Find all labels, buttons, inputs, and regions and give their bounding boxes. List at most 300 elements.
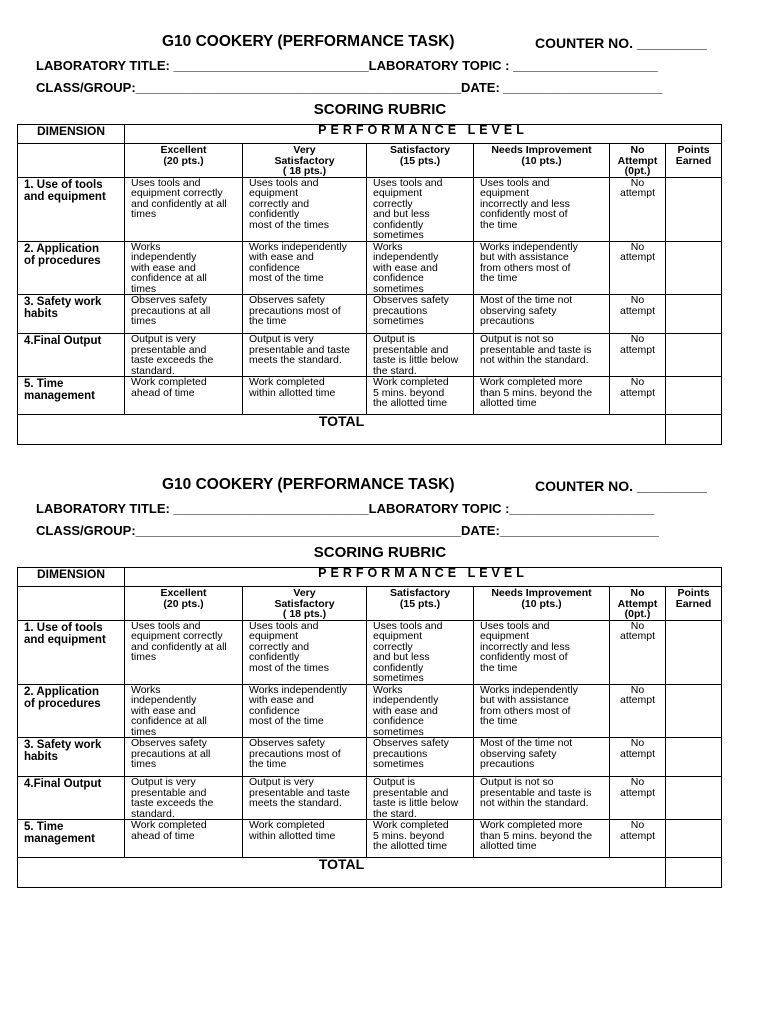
table-row bbox=[18, 620, 722, 684]
points-earned-cell[interactable] bbox=[666, 738, 722, 777]
cell-line: and equipment bbox=[24, 633, 106, 646]
cell-line: with ease and bbox=[373, 261, 438, 274]
cell-line: standard. bbox=[131, 807, 175, 820]
cell-line: Needs Improvement bbox=[491, 587, 592, 599]
cell-line: Work completed bbox=[249, 376, 325, 388]
cell-line: (10 pts.) bbox=[521, 597, 562, 610]
cell-line: Output is not so bbox=[480, 333, 554, 345]
cell-line: and confidently at all bbox=[131, 197, 227, 210]
cell-line: correctly and bbox=[249, 640, 310, 653]
column-header bbox=[474, 144, 610, 178]
cell-line: No bbox=[630, 333, 645, 345]
cell-line: confidently bbox=[249, 651, 300, 663]
cell-line: equipment correctly bbox=[131, 187, 223, 199]
no-attempt-cell bbox=[610, 738, 666, 777]
cell-line: with ease and bbox=[249, 251, 314, 263]
cell-line: with ease and bbox=[249, 694, 314, 706]
cell-line: taste is little below bbox=[373, 797, 459, 809]
rubric-cell bbox=[243, 620, 367, 684]
cell-line: Observes safety bbox=[131, 294, 207, 306]
rubric-cell bbox=[243, 177, 367, 241]
cell-line: within allotted time bbox=[249, 386, 336, 399]
total-row bbox=[18, 858, 722, 888]
dimension-label bbox=[18, 738, 125, 777]
total-label: TOTAL bbox=[18, 858, 666, 888]
cell-line: 4.Final Output bbox=[24, 778, 102, 790]
rubric-cell bbox=[367, 777, 474, 820]
cell-line: Work completed bbox=[249, 819, 325, 831]
cell-line: allotted time bbox=[480, 397, 537, 409]
cell-line: Work completed bbox=[373, 819, 449, 831]
no-attempt-cell bbox=[610, 777, 666, 820]
points-earned-cell[interactable] bbox=[666, 620, 722, 684]
cell-line: Excellent bbox=[160, 587, 207, 599]
points-earned-cell[interactable] bbox=[666, 241, 722, 295]
cell-line: the stard. bbox=[373, 364, 417, 377]
table-row bbox=[18, 820, 722, 858]
no-attempt-cell bbox=[610, 820, 666, 858]
rubric-cell bbox=[243, 777, 367, 820]
column-header bbox=[474, 587, 610, 621]
cell-line: Observes safety bbox=[131, 737, 207, 749]
no-attempt-cell bbox=[610, 684, 666, 738]
cell-line: attempt bbox=[619, 386, 656, 399]
cell-line: independently bbox=[373, 694, 439, 706]
cell-line: times bbox=[131, 315, 157, 327]
cell-line: confidently bbox=[373, 661, 424, 674]
dimension-label bbox=[18, 241, 125, 295]
class-group-date-line: CLASS/GROUP:_____________________________________________DATE:______________________ bbox=[36, 523, 659, 538]
cell-line: confidently most of bbox=[480, 651, 568, 663]
rubric-cell bbox=[367, 738, 474, 777]
cell-line: 4.Final Output bbox=[24, 335, 102, 347]
cell-line: correctly and bbox=[249, 197, 310, 210]
rubric-cell bbox=[125, 295, 243, 334]
cell-line: confidence bbox=[373, 715, 424, 727]
cell-line: No bbox=[630, 587, 645, 599]
cell-line: taste exceeds the bbox=[131, 797, 214, 809]
cell-line: confidence at all bbox=[131, 272, 207, 284]
cell-line: (0pt.) bbox=[624, 608, 651, 620]
cell-line: of procedures bbox=[24, 697, 101, 710]
dimension-label bbox=[18, 295, 125, 334]
cell-line: the time bbox=[249, 315, 287, 327]
cell-line: independently bbox=[373, 251, 439, 263]
cell-line: Satisfactory bbox=[274, 597, 335, 610]
rubric-cell bbox=[125, 177, 243, 241]
cell-line: No bbox=[630, 294, 645, 306]
points-earned-cell[interactable] bbox=[666, 177, 722, 241]
cell-line: 2. Application bbox=[24, 685, 99, 698]
cell-line: (10 pts.) bbox=[521, 154, 562, 167]
column-header bbox=[666, 587, 722, 621]
cell-line: ( 18 pts.) bbox=[282, 608, 327, 620]
cell-line: sometimes bbox=[373, 672, 424, 684]
cell-line: meets the standard. bbox=[249, 797, 342, 809]
cell-line: No bbox=[630, 737, 645, 749]
cell-line: than 5 mins. beyond the bbox=[480, 386, 593, 399]
cell-line: ahead of time bbox=[131, 829, 195, 842]
cell-line: standard. bbox=[131, 364, 175, 377]
cell-line: 1. Use of tools bbox=[24, 178, 103, 191]
cell-line: equipment bbox=[480, 630, 530, 642]
cell-line: presentable and taste is bbox=[480, 786, 592, 799]
cell-line: allotted time bbox=[480, 840, 537, 852]
cell-line: Output is very bbox=[131, 776, 196, 788]
cell-line: times bbox=[131, 651, 157, 663]
cell-line: (20 pts.) bbox=[163, 154, 204, 167]
class-group-date-line: CLASS/GROUP:_____________________________________________DATE: ______________________ bbox=[36, 80, 663, 95]
table-row bbox=[18, 177, 722, 241]
cell-line: Very bbox=[293, 144, 316, 156]
cell-line: taste is little below bbox=[373, 354, 459, 366]
rubric-cell bbox=[474, 377, 610, 415]
cell-line: Observes safety bbox=[373, 294, 449, 306]
cell-line: Points bbox=[677, 144, 710, 156]
cell-line: the allotted time bbox=[373, 397, 448, 409]
cell-line: Uses tools and bbox=[373, 620, 443, 632]
cell-line: Work completed bbox=[373, 376, 449, 388]
cell-line: presentable and taste is bbox=[480, 343, 592, 356]
rubric-cell bbox=[125, 684, 243, 738]
cell-line: incorrectly and less bbox=[480, 197, 570, 210]
cell-line: the time bbox=[480, 661, 518, 674]
cell-line: Output is not so bbox=[480, 776, 554, 788]
cell-line: equipment bbox=[480, 187, 530, 199]
cell-line: 5. Time bbox=[24, 378, 64, 390]
cell-line: Most of the time not bbox=[480, 737, 573, 749]
scoring-rubric-heading: SCORING RUBRIC bbox=[313, 544, 447, 561]
cell-line: precautions most of bbox=[249, 304, 341, 317]
cell-line: No bbox=[630, 144, 645, 156]
no-attempt-cell bbox=[610, 295, 666, 334]
cell-line: precautions most of bbox=[249, 747, 341, 760]
cell-line: Work completed more bbox=[480, 819, 583, 831]
cell-line: Very bbox=[293, 587, 316, 599]
rubric-cell bbox=[367, 177, 474, 241]
total-row bbox=[18, 415, 722, 445]
cell-line: ( 18 pts.) bbox=[282, 165, 327, 177]
cell-line: not within the standard. bbox=[480, 354, 589, 366]
rubric-table bbox=[17, 124, 722, 445]
table-row bbox=[18, 295, 722, 334]
cell-line: Uses tools and bbox=[131, 620, 201, 632]
cell-line: precautions bbox=[480, 758, 535, 770]
cell-line: Observes safety bbox=[249, 294, 325, 306]
cell-line: from others most of bbox=[480, 261, 571, 274]
cell-line: habits bbox=[24, 751, 58, 763]
cell-line: the time bbox=[480, 272, 518, 284]
points-earned-cell[interactable] bbox=[666, 820, 722, 858]
rubric-cell bbox=[243, 241, 367, 295]
performance-level-header: PERFORMANCE LEVEL bbox=[125, 568, 722, 587]
cell-line: Excellent bbox=[160, 144, 207, 156]
cell-line: Observes safety bbox=[373, 737, 449, 749]
cell-line: confidently most of bbox=[480, 208, 568, 220]
cell-line: sometimes bbox=[373, 725, 424, 738]
no-attempt-cell bbox=[610, 334, 666, 377]
laboratory-title-topic-line: LABORATORY TITLE: ___________________________LABORATORY TOPIC :____________________ bbox=[36, 501, 655, 516]
cell-line: No bbox=[630, 376, 645, 388]
rubric-cell bbox=[125, 738, 243, 777]
cell-line: management bbox=[24, 390, 95, 402]
cell-line: Uses tools and bbox=[131, 177, 201, 189]
cell-line: the time bbox=[480, 715, 518, 727]
table-row bbox=[18, 241, 722, 295]
rubric-cell bbox=[367, 620, 474, 684]
rubric-table bbox=[17, 567, 722, 888]
table-row bbox=[18, 377, 722, 415]
cell-line: precautions bbox=[373, 747, 428, 760]
cell-line: presentable and taste bbox=[249, 786, 350, 799]
cell-line: Needs Improvement bbox=[491, 144, 592, 156]
cell-line: 1. Use of tools bbox=[24, 621, 103, 634]
cell-line: Output is very bbox=[131, 333, 196, 345]
cell-line: not within the standard. bbox=[480, 797, 589, 809]
cell-line: Uses tools and bbox=[480, 177, 550, 189]
cell-line: confidence bbox=[249, 704, 300, 717]
cell-line: independently bbox=[131, 694, 197, 706]
scoring-rubric-heading: SCORING RUBRIC bbox=[313, 101, 447, 118]
cell-line: Attempt bbox=[617, 597, 658, 610]
column-header bbox=[610, 587, 666, 621]
cell-line: Most of the time not bbox=[480, 294, 573, 306]
cell-line: 2. Application bbox=[24, 242, 99, 255]
cell-line: Works bbox=[131, 241, 161, 253]
cell-line: Works bbox=[373, 684, 403, 696]
cell-line: 5 mins. beyond bbox=[373, 386, 445, 399]
cell-line: (15 pts.) bbox=[399, 597, 441, 610]
cell-line: equipment bbox=[249, 630, 299, 642]
cell-line: Work completed bbox=[131, 376, 207, 388]
dimension-spacer-cell bbox=[18, 587, 125, 621]
cell-line: Works independently bbox=[249, 241, 347, 253]
cell-line: precautions bbox=[373, 304, 428, 317]
no-attempt-cell bbox=[610, 377, 666, 415]
cell-line: but with assistance bbox=[480, 694, 569, 706]
cell-line: within allotted time bbox=[249, 829, 336, 842]
dimension-header: DIMENSION bbox=[18, 125, 125, 144]
cell-line: presentable and bbox=[373, 786, 449, 799]
rubric-cell bbox=[243, 738, 367, 777]
cell-line: Works independently bbox=[249, 684, 347, 696]
cell-line: confidence bbox=[249, 261, 300, 274]
cell-line: precautions at all bbox=[131, 747, 211, 760]
cell-line: precautions at all bbox=[131, 304, 211, 317]
points-earned-cell[interactable] bbox=[666, 684, 722, 738]
cell-line: equipment bbox=[373, 187, 423, 199]
cell-line: taste exceeds the bbox=[131, 354, 214, 366]
rubric-cell bbox=[125, 620, 243, 684]
cell-line: No bbox=[630, 684, 645, 696]
cell-line: attempt bbox=[619, 343, 656, 356]
cell-line: times bbox=[131, 758, 157, 770]
rubric-cell bbox=[474, 334, 610, 377]
no-attempt-cell bbox=[610, 177, 666, 241]
cell-line: equipment correctly bbox=[131, 630, 223, 642]
cell-line: sometimes bbox=[373, 229, 424, 241]
cell-line: attempt bbox=[619, 829, 656, 842]
rubric-cell bbox=[243, 684, 367, 738]
performance-level-header: PERFORMANCE LEVEL bbox=[125, 125, 722, 144]
column-header bbox=[666, 144, 722, 178]
cell-line: attempt bbox=[619, 187, 656, 199]
cell-line: Points bbox=[677, 587, 710, 599]
cell-line: attempt bbox=[619, 694, 656, 706]
cell-line: confidently bbox=[373, 218, 424, 231]
rubric-cell bbox=[474, 177, 610, 241]
cell-line: most of the times bbox=[249, 218, 329, 231]
cell-line: correctly bbox=[373, 640, 413, 653]
rubric-cell bbox=[367, 377, 474, 415]
cell-line: Work completed bbox=[131, 819, 207, 831]
total-label: TOTAL bbox=[18, 415, 666, 445]
rubric-cell bbox=[243, 295, 367, 334]
cell-line: ahead of time bbox=[131, 386, 195, 399]
table-row bbox=[18, 684, 722, 738]
no-attempt-cell bbox=[610, 241, 666, 295]
cell-line: management bbox=[24, 833, 95, 845]
rubric-cell bbox=[367, 334, 474, 377]
column-header bbox=[610, 144, 666, 178]
table-row bbox=[18, 334, 722, 377]
cell-line: equipment bbox=[249, 187, 299, 199]
cell-line: most of the times bbox=[249, 661, 329, 674]
cell-line: with ease and bbox=[373, 704, 438, 717]
rubric-cell bbox=[474, 777, 610, 820]
cell-line: 3. Safety work bbox=[24, 739, 102, 751]
cell-line: attempt bbox=[619, 747, 656, 760]
cell-line: Uses tools and bbox=[373, 177, 443, 189]
counter-number-field: COUNTER NO. _________ bbox=[535, 35, 707, 51]
cell-line: confidence bbox=[373, 272, 424, 284]
cell-line: 5 mins. beyond bbox=[373, 829, 445, 842]
cell-line: and but less bbox=[373, 208, 430, 220]
rubric-cell bbox=[474, 738, 610, 777]
cell-line: No bbox=[630, 620, 645, 632]
rubric-cell bbox=[125, 820, 243, 858]
cell-line: attempt bbox=[619, 304, 656, 317]
cell-line: independently bbox=[131, 251, 197, 263]
rubric-cell bbox=[474, 295, 610, 334]
cell-line: Output is very bbox=[249, 776, 314, 788]
cell-line: observing safety bbox=[480, 304, 557, 317]
rubric-cell bbox=[125, 241, 243, 295]
cell-line: Attempt bbox=[617, 154, 658, 167]
cell-line: Works independently bbox=[480, 684, 578, 696]
cell-line: with ease and bbox=[131, 704, 196, 717]
rubric-cell bbox=[243, 820, 367, 858]
counter-number-field: COUNTER NO. _________ bbox=[535, 478, 707, 494]
points-earned-cell[interactable] bbox=[666, 295, 722, 334]
dimension-label bbox=[18, 820, 125, 858]
cell-line: correctly bbox=[373, 197, 413, 210]
cell-line: observing safety bbox=[480, 747, 557, 760]
cell-line: Uses tools and bbox=[480, 620, 550, 632]
rubric-cell bbox=[125, 377, 243, 415]
cell-line: Uses tools and bbox=[249, 177, 319, 189]
cell-line: the stard. bbox=[373, 807, 417, 820]
cell-line: precautions bbox=[480, 315, 535, 327]
cell-line: Satisfactory bbox=[389, 144, 451, 156]
points-earned-cell[interactable] bbox=[666, 334, 722, 377]
cell-line: Work completed more bbox=[480, 376, 583, 388]
form-title: G10 COOKERY (PERFORMANCE TASK) bbox=[162, 476, 455, 493]
table-row bbox=[18, 777, 722, 820]
rubric-cell bbox=[367, 684, 474, 738]
cell-line: (0pt.) bbox=[624, 165, 651, 177]
cell-line: 3. Safety work bbox=[24, 296, 102, 308]
table-top-header-row bbox=[18, 125, 722, 144]
cell-line: the time bbox=[249, 758, 287, 770]
rubric-cell bbox=[367, 820, 474, 858]
cell-line: attempt bbox=[619, 630, 656, 642]
cell-line: attempt bbox=[619, 786, 656, 799]
cell-line: sometimes bbox=[373, 758, 424, 770]
cell-line: Observes safety bbox=[249, 737, 325, 749]
cell-line: confidence at all bbox=[131, 715, 207, 727]
dimension-label bbox=[18, 777, 125, 820]
cell-line: Satisfactory bbox=[389, 587, 451, 599]
column-header bbox=[367, 587, 474, 621]
cell-line: most of the time bbox=[249, 272, 324, 284]
dimension-spacer-cell bbox=[18, 144, 125, 178]
cell-line: No bbox=[630, 241, 645, 253]
rubric-cell bbox=[474, 684, 610, 738]
cell-line: No bbox=[630, 776, 645, 788]
cell-line: and confidently at all bbox=[131, 640, 227, 653]
dimension-label bbox=[18, 684, 125, 738]
dimension-label bbox=[18, 377, 125, 415]
cell-line: Earned bbox=[675, 597, 712, 610]
table-row bbox=[18, 738, 722, 777]
dimension-header: DIMENSION bbox=[18, 568, 125, 587]
cell-line: (20 pts.) bbox=[163, 597, 204, 610]
cell-line: Uses tools and bbox=[249, 620, 319, 632]
points-earned-cell[interactable] bbox=[666, 377, 722, 415]
level-header-row bbox=[18, 144, 722, 178]
rubric-cell bbox=[367, 241, 474, 295]
cell-line: Output is very bbox=[249, 333, 314, 345]
total-points-cell[interactable] bbox=[666, 415, 722, 445]
form-title: G10 COOKERY (PERFORMANCE TASK) bbox=[162, 33, 455, 50]
rubric-cell bbox=[474, 820, 610, 858]
cell-line: attempt bbox=[619, 251, 656, 263]
total-points-cell[interactable] bbox=[666, 858, 722, 888]
cell-line: Works bbox=[373, 241, 403, 253]
rubric-cell bbox=[367, 295, 474, 334]
cell-line: meets the standard. bbox=[249, 354, 342, 366]
cell-line: Satisfactory bbox=[274, 154, 335, 167]
cell-line: presentable and bbox=[131, 786, 207, 799]
column-header bbox=[243, 587, 367, 621]
cell-line: and but less bbox=[373, 651, 430, 663]
cell-line: of procedures bbox=[24, 254, 101, 267]
cell-line: Earned bbox=[675, 154, 712, 167]
cell-line: from others most of bbox=[480, 704, 571, 717]
rubric-cell bbox=[243, 334, 367, 377]
cell-line: most of the time bbox=[249, 715, 324, 727]
cell-line: sometimes bbox=[373, 315, 424, 327]
points-earned-cell[interactable] bbox=[666, 777, 722, 820]
cell-line: Works bbox=[131, 684, 161, 696]
cell-line: Output is bbox=[373, 333, 416, 345]
laboratory-title-topic-line: LABORATORY TITLE: ___________________________LABORATORY TOPIC : ____________________ bbox=[36, 58, 658, 73]
cell-line: sometimes bbox=[373, 282, 424, 295]
cell-line: 5. Time bbox=[24, 821, 64, 833]
dimension-label bbox=[18, 177, 125, 241]
cell-line: than 5 mins. beyond the bbox=[480, 829, 593, 842]
